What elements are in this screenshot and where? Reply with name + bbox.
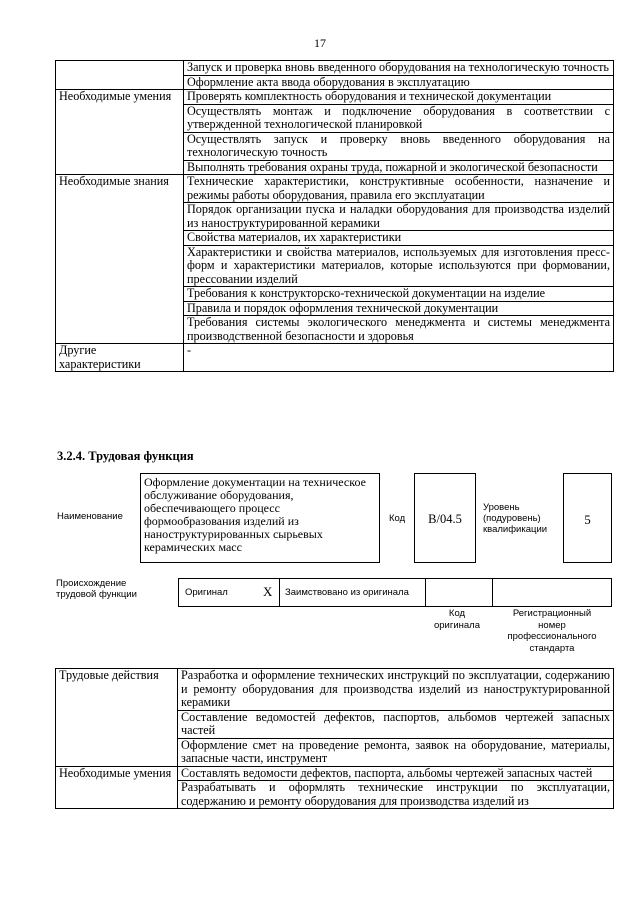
table-cell: Правила и порядок оформления технической документации <box>184 301 614 316</box>
level-label: Уровень (подуровень) квалификации <box>483 502 548 535</box>
code-original-caption: Код оригинала <box>433 608 480 631</box>
original-mark: X <box>263 584 273 599</box>
table-cell: Проверять комплектность оборудования и технической документации <box>184 90 614 105</box>
page-number: 17 <box>314 36 326 50</box>
table-cell: Разработка и оформление технических инструкций по эксплуатации, содержанию и ремонту оборудования для производства изделий из наноструктурированной керамики <box>178 669 614 711</box>
table-cell: - <box>184 344 614 372</box>
table-cell: Оформление акта ввода оборудования в эксплуатацию <box>184 75 614 90</box>
table-cell: Разрабатывать и оформлять технические инструкции по эксплуатации, содержанию и ремонту оборудования для производства изделий из <box>178 781 614 809</box>
table-cell: Оформление смет на проведение ремонта, заявок на оборудование, материалы, запасные части, инструмент <box>178 738 614 766</box>
table-cell: Выполнять требования охраны труда, пожарной и экологической безопасности <box>184 160 614 175</box>
table-cell: Порядок организации пуска и наладки оборудования для производства изделий из наноструктурированной керамики <box>184 203 614 231</box>
name-label: Наименование <box>57 511 123 522</box>
function-name-box: Оформление документации на техническое обслуживание оборудования, обеспечивающего процесс формообразования изделий из наноструктурированных сырьевых керамических масс <box>140 473 380 563</box>
row-label-knowledge: Необходимые знания <box>56 175 184 344</box>
table-cell: Составление ведомостей дефектов, паспортов, альбомов чертежей запасных частей <box>178 710 614 738</box>
origin-row <box>178 578 612 607</box>
table-cell: Требования системы экологического менеджмента и системы менеджмента производственной безопасности и здоровья <box>184 316 614 344</box>
table-cell: Свойства материалов, их характеристики <box>184 231 614 246</box>
row-label-skills: Необходимые умения <box>56 90 184 175</box>
skills-knowledge-table <box>55 60 614 372</box>
actions-skills-table <box>55 668 614 809</box>
code-box: B/04.5 <box>414 473 476 563</box>
section-heading: 3.2.4. Трудовая функция <box>57 449 194 463</box>
row-label-empty <box>56 61 184 90</box>
row-label-other: Другие характеристики <box>56 344 184 372</box>
table-cell: Составлять ведомости дефектов, паспорта, альбомы чертежей запасных частей <box>178 766 614 781</box>
reg-number-caption: Регистрационный номер профессионального стандарта <box>507 608 597 654</box>
row-label-actions: Трудовые действия <box>56 669 178 767</box>
table-cell: Запуск и проверка вновь введенного оборудования на технологическую точность <box>184 61 614 76</box>
table-cell: Осуществлять запуск и проверку вновь введенного оборудования на технологическую точность <box>184 132 614 160</box>
borrowed-label: Заимствовано из оригинала <box>285 587 409 598</box>
table-cell: Характеристики и свойства материалов, используемых для изготовления пресс-форм и характеристики материалов, которые используются при формовании, прессовании изделий <box>184 245 614 287</box>
origin-label: Происхождение трудовой функции <box>56 578 137 600</box>
original-label: Оригинал <box>185 587 228 598</box>
code-label: Код <box>389 513 406 524</box>
table-cell: Требования к конструкторско-технической документации на изделие <box>184 287 614 302</box>
table-cell: Осуществлять монтаж и подключение оборудования в соответствии с утвержденной технологической планировкой <box>184 104 614 132</box>
table-cell: Технические характеристики, конструктивные особенности, назначение и режимы работы оборудования, правила его эксплуатации <box>184 175 614 203</box>
level-box: 5 <box>563 473 612 563</box>
row-label-skills: Необходимые умения <box>56 766 178 809</box>
